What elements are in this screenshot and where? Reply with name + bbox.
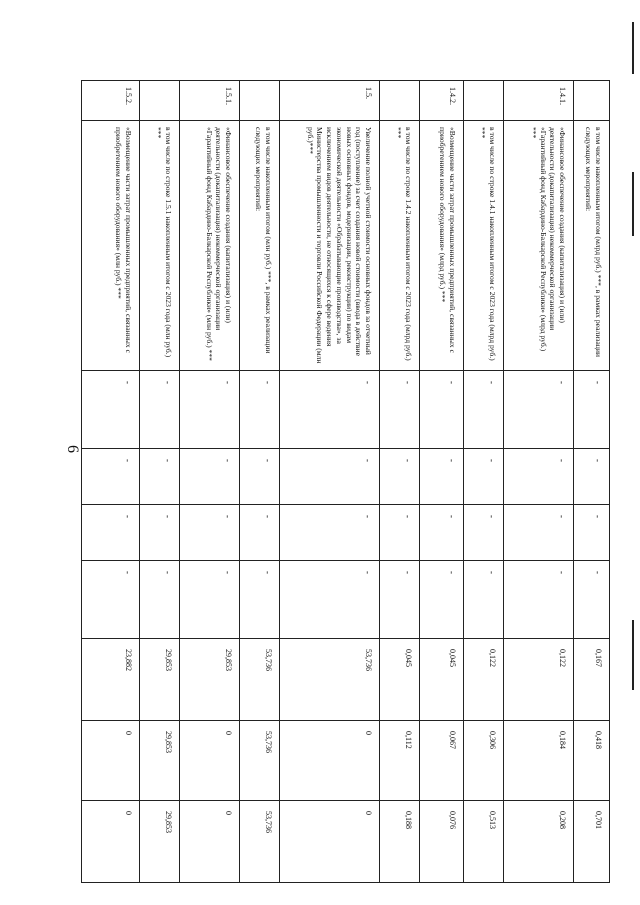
value-cell: 53,736 <box>280 639 380 721</box>
value-cell: - <box>420 371 464 449</box>
value-cell: - <box>140 449 180 505</box>
row-description-cell: «Финансовое обеспечение создания (капитализация) и (или) деятельности (докапитализация) некоммерческой организации «Гарантийный фонд Кабардино-Балкарской Республики» (млрд руб.) *** <box>504 121 574 371</box>
row-description-cell: в том числе накопленным итогом (млн руб.) ***, в рамках реализации следующих мероприятий: <box>240 121 280 371</box>
value-cell: - <box>82 449 140 505</box>
value-cell: 0,112 <box>380 721 420 801</box>
value-cell: - <box>180 505 240 561</box>
value-cell: - <box>464 371 504 449</box>
value-cell: - <box>280 505 380 561</box>
value-cell: - <box>240 561 280 639</box>
value-cell: 53,736 <box>240 801 280 883</box>
table-row <box>140 81 180 883</box>
value-cell: 29,853 <box>140 639 180 721</box>
value-cell: 23,882 <box>82 639 140 721</box>
value-cell: 0,418 <box>574 721 610 801</box>
page-number: 6 <box>64 445 81 453</box>
value-cell: - <box>574 371 610 449</box>
value-cell: 29,853 <box>140 801 180 883</box>
value-cell: 0,076 <box>420 801 464 883</box>
value-cell: 0 <box>280 721 380 801</box>
value-cell: 0,067 <box>420 721 464 801</box>
value-cell: 0,184 <box>504 721 574 801</box>
value-cell: - <box>82 505 140 561</box>
value-cell: - <box>82 561 140 639</box>
value-cell: 0,045 <box>380 639 420 721</box>
scan-edge-mark <box>632 620 634 690</box>
value-cell: - <box>280 449 380 505</box>
row-number-cell: 1.4.2. <box>420 81 464 121</box>
table-row <box>464 81 504 883</box>
value-cell: 53,736 <box>240 721 280 801</box>
value-cell: - <box>380 505 420 561</box>
value-cell: - <box>280 371 380 449</box>
value-cell: - <box>240 449 280 505</box>
value-cell: 0 <box>180 801 240 883</box>
row-number-cell <box>380 81 420 121</box>
row-description-cell: в том числе по строке 1.4.2 накопленным итогом с 2023 года (млрд руб.) *** <box>380 121 420 371</box>
row-description-cell: в том числе по строке 1.4.1 накопленным итогом с 2023 года (млрд руб.) *** <box>464 121 504 371</box>
scan-edge-mark <box>632 172 634 236</box>
rotated-table-container <box>82 80 610 882</box>
value-cell: - <box>140 371 180 449</box>
value-cell: - <box>280 561 380 639</box>
value-cell: 0 <box>180 721 240 801</box>
table-row <box>280 81 380 883</box>
value-cell: - <box>180 561 240 639</box>
value-cell: - <box>504 561 574 639</box>
value-cell: - <box>504 371 574 449</box>
row-number-cell <box>240 81 280 121</box>
value-cell: 53,736 <box>240 639 280 721</box>
value-cell: - <box>82 371 140 449</box>
value-cell: - <box>574 505 610 561</box>
table-row <box>380 81 420 883</box>
value-cell: 29,853 <box>140 721 180 801</box>
table-row <box>82 81 140 883</box>
table-row <box>240 81 280 883</box>
value-cell: - <box>574 561 610 639</box>
row-description-cell: «Возмещение части затрат промышленных предприятий, связанных с приобретением нового оборудования» (млн руб.) *** <box>82 121 140 371</box>
row-description-cell: в том числе по строке 1.5.1 накопленным итогом с 2023 года (млн руб.) *** <box>140 121 180 371</box>
value-cell: 0,045 <box>420 639 464 721</box>
value-cell: - <box>464 505 504 561</box>
value-cell: - <box>180 371 240 449</box>
value-cell: - <box>420 505 464 561</box>
value-cell: - <box>380 449 420 505</box>
row-number-cell <box>140 81 180 121</box>
table-row <box>420 81 464 883</box>
value-cell: 0 <box>280 801 380 883</box>
value-cell: - <box>380 561 420 639</box>
row-number-cell: 1.5. <box>280 81 380 121</box>
value-cell: - <box>574 449 610 505</box>
row-number-cell: 1.5.1. <box>180 81 240 121</box>
indicators-table <box>81 80 610 883</box>
table-row <box>504 81 574 883</box>
scan-edge-mark <box>632 22 634 74</box>
table-body <box>82 81 610 883</box>
value-cell: - <box>240 505 280 561</box>
value-cell: 0,208 <box>504 801 574 883</box>
value-cell: 0,306 <box>464 721 504 801</box>
value-cell: - <box>464 561 504 639</box>
value-cell: - <box>240 371 280 449</box>
value-cell: 0,167 <box>574 639 610 721</box>
row-description-cell: «Возмещение части затрат промышленных предприятий, связанных с приобретением нового оборудования» (млрд руб.) *** <box>420 121 464 371</box>
value-cell: 0,122 <box>504 639 574 721</box>
value-cell: - <box>140 561 180 639</box>
value-cell: - <box>420 449 464 505</box>
value-cell: - <box>180 449 240 505</box>
value-cell: 0,122 <box>464 639 504 721</box>
value-cell: 29,853 <box>180 639 240 721</box>
value-cell: 0,513 <box>464 801 504 883</box>
value-cell: 0 <box>82 721 140 801</box>
row-number-cell <box>464 81 504 121</box>
value-cell: - <box>140 505 180 561</box>
row-number-cell: 1.4.1. <box>504 81 574 121</box>
value-cell: - <box>380 371 420 449</box>
value-cell: - <box>504 505 574 561</box>
row-description-cell: Увеличение полной учетной стоимости основных фондов за отчетный год (поступление) за счет создания новой стоимости (ввода в действие новых основных фондов, модернизации, реконструкции) по видам экономической деятельности «Обрабатывающие производства», за исключением видов деятельности, не относящихся к сфере ведения Министерства промышленности и торговли Российской Федерации (млн руб.)*** <box>280 121 380 371</box>
value-cell: - <box>464 449 504 505</box>
row-description-cell: «Финансовое обеспечение создания (капитализация) и (или) деятельности (докапитализация) некоммерческой организации «Гарантийный фонд Кабардино-Балкарской Республики» (млн руб.) *** <box>180 121 240 371</box>
table-row <box>180 81 240 883</box>
value-cell: 0,701 <box>574 801 610 883</box>
row-number-cell <box>574 81 610 121</box>
value-cell: - <box>504 449 574 505</box>
row-description-cell: в том числе накопленным итогом (млрд руб.) ***, в рамках реализации следующих мероприятий: <box>574 121 610 371</box>
value-cell: 0 <box>82 801 140 883</box>
row-number-cell: 1.5.2. <box>82 81 140 121</box>
value-cell: 0,188 <box>380 801 420 883</box>
table-row <box>574 81 610 883</box>
value-cell: - <box>420 561 464 639</box>
